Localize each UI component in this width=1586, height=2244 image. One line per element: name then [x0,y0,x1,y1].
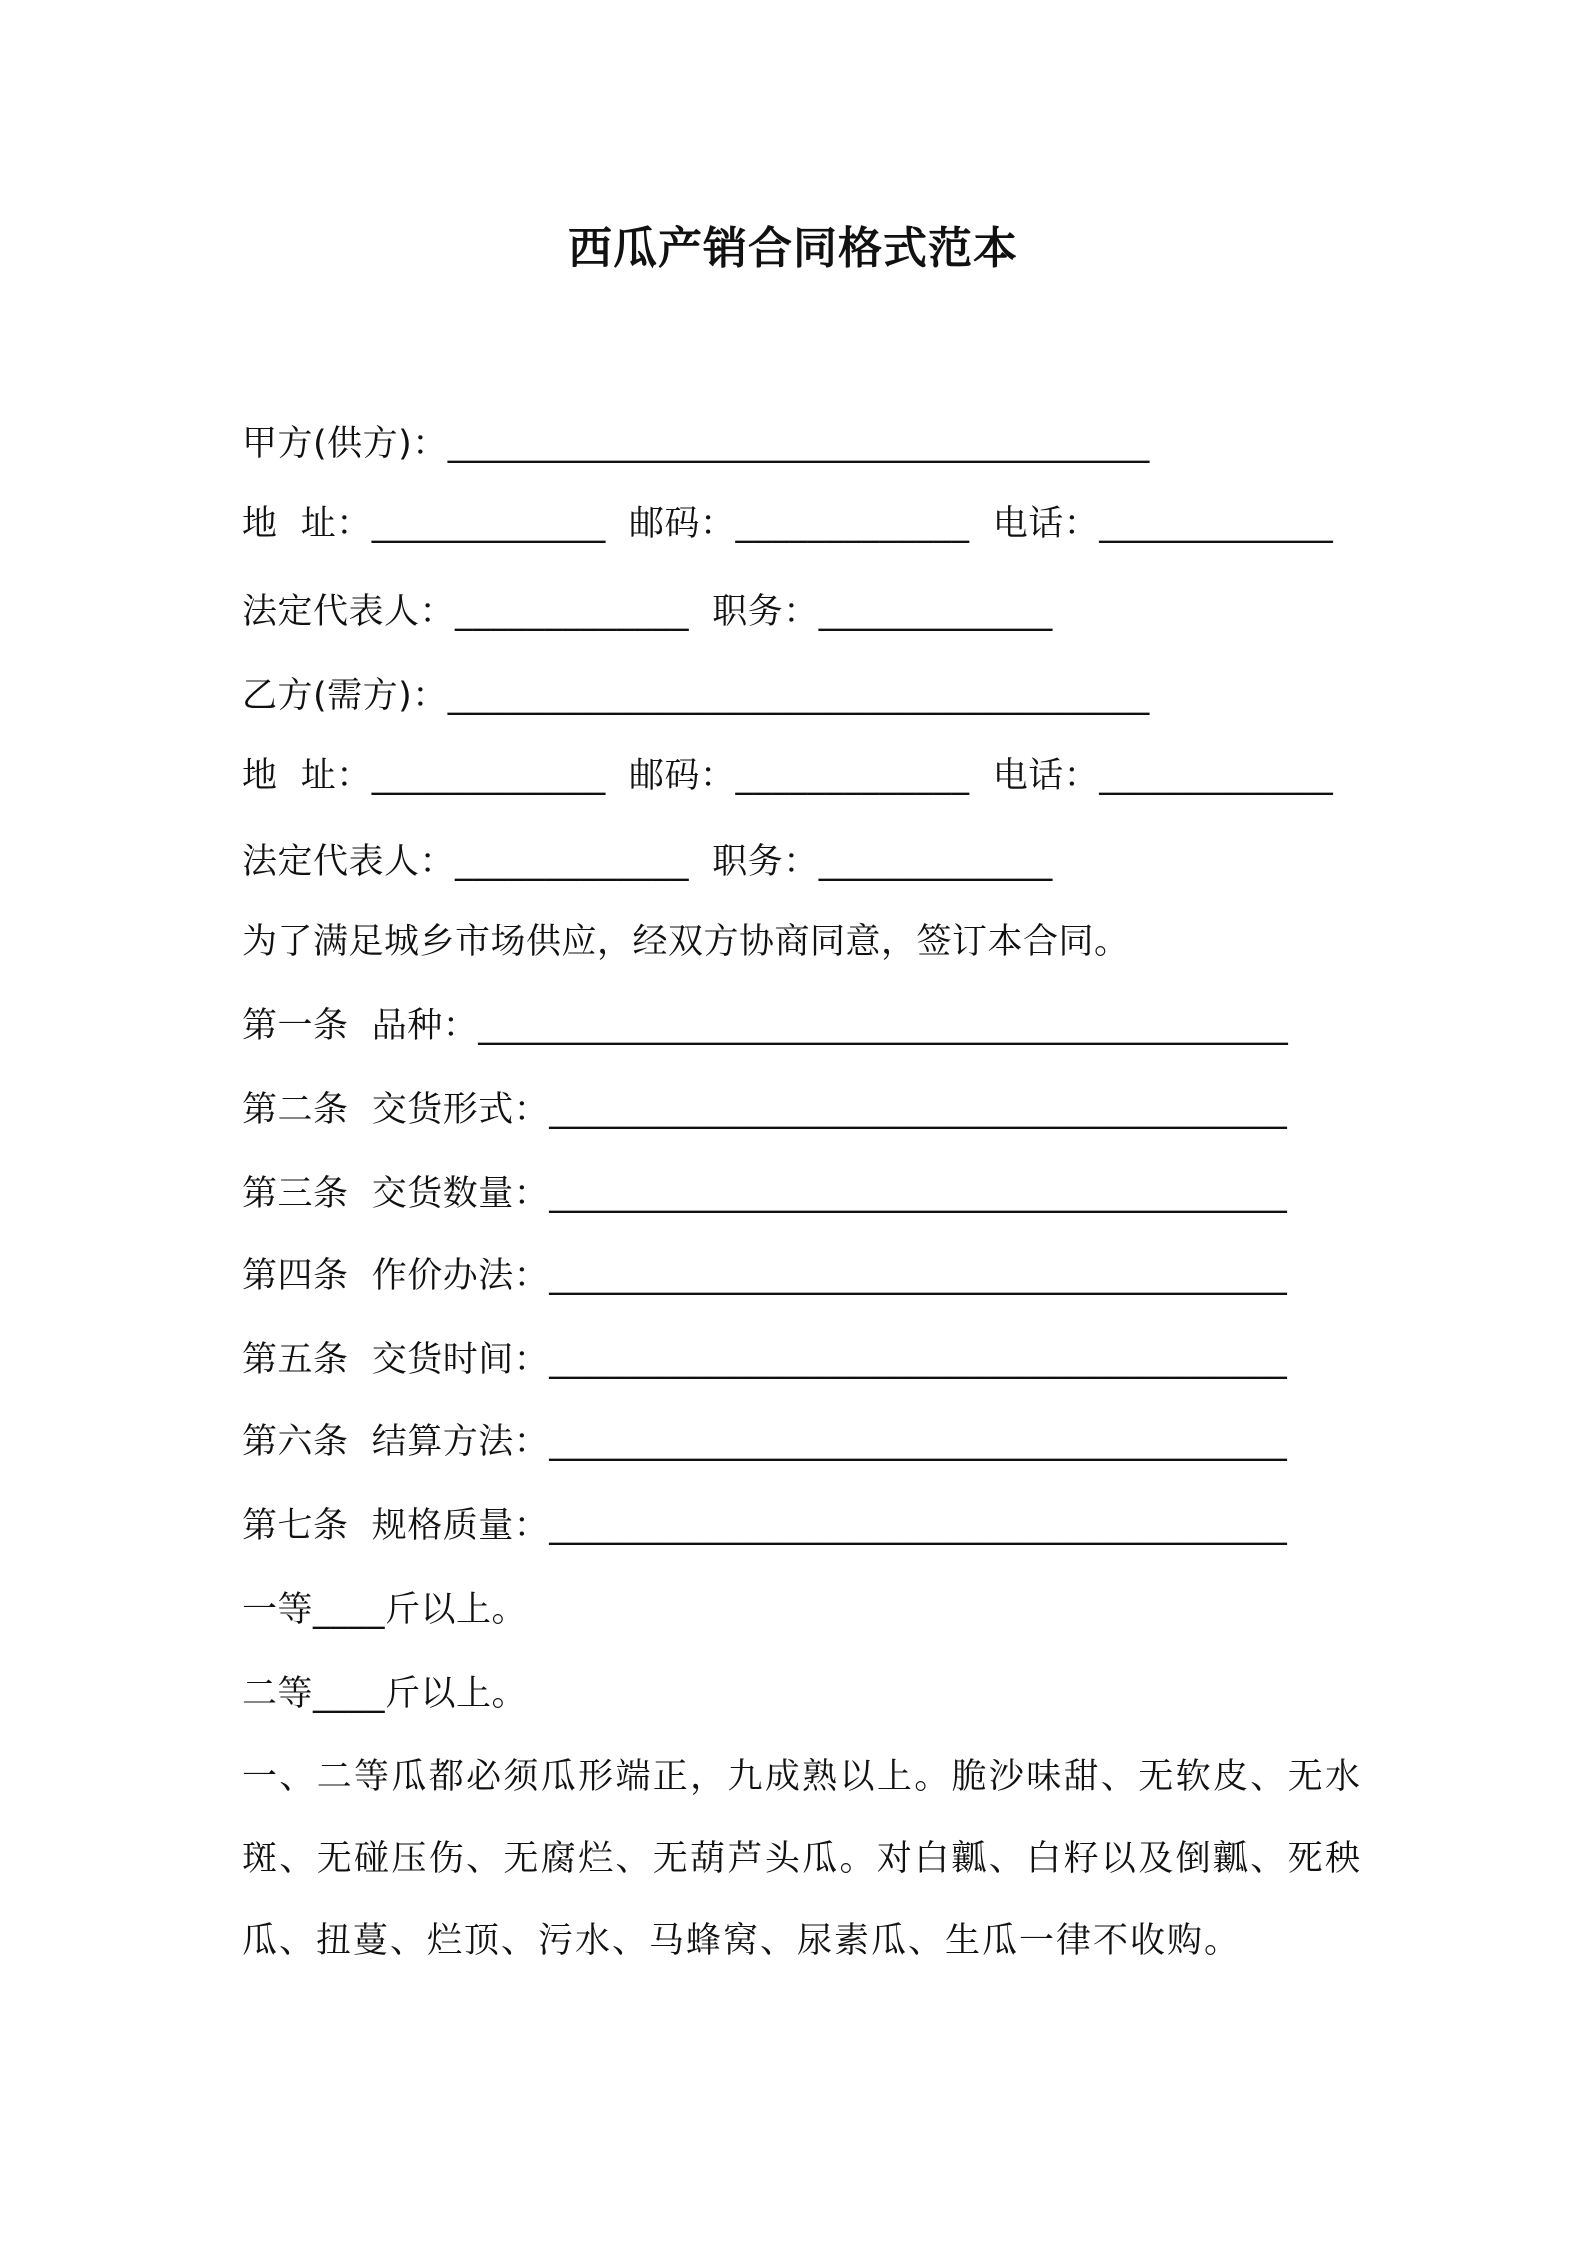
grade-2-line: 二等____斤以上。 [242,1674,528,1714]
party-b-name-line: 乙方(需方)：_______________________________________ [242,676,1150,716]
party-b-address-line: 地 址：_____________ 邮码：_____________ 电话：_____________ [242,756,1334,796]
grade-1-line: 一等____斤以上。 [242,1590,528,1630]
party-b-representative-line: 法定代表人：_____________ 职务：_____________ [242,842,1053,882]
article-5: 第五条 交货时间：_________________________________________ [242,1340,1288,1380]
quality-requirements-paragraph: 一、二等瓜都必须瓜形端正，九成熟以上。脆沙味甜、无软皮、无水斑、无碰压伤、无腐烂、无葫芦头瓜。对白瓤、白籽以及倒瓤、死秧瓜、扭蔓、烂顶、污水、马蜂窝、尿素瓜、生瓜一律不收购。 [242,1757,1362,1961]
article-6: 第六条 结算方法：_________________________________________ [242,1422,1288,1462]
article-3: 第三条 交货数量：_________________________________________ [242,1174,1288,1214]
party-a-name-line: 甲方(供方)：_______________________________________ [242,424,1150,464]
intro-sentence: 为了满足城乡市场供应，经双方协商同意，签订本合同。 [242,922,1130,962]
document-title: 西瓜产销合同格式范本 [568,223,1018,274]
article-1: 第一条 品种：_____________________________________________ [242,1006,1289,1046]
article-7: 第七条 规格质量：_________________________________________ [242,1506,1288,1546]
article-4: 第四条 作价办法：_________________________________________ [242,1256,1288,1296]
article-2: 第二条 交货形式：_________________________________________ [242,1090,1288,1130]
party-a-address-line: 地 址：_____________ 邮码：_____________ 电话：_____________ [242,504,1334,544]
party-a-representative-line: 法定代表人：_____________ 职务：_____________ [242,592,1053,632]
